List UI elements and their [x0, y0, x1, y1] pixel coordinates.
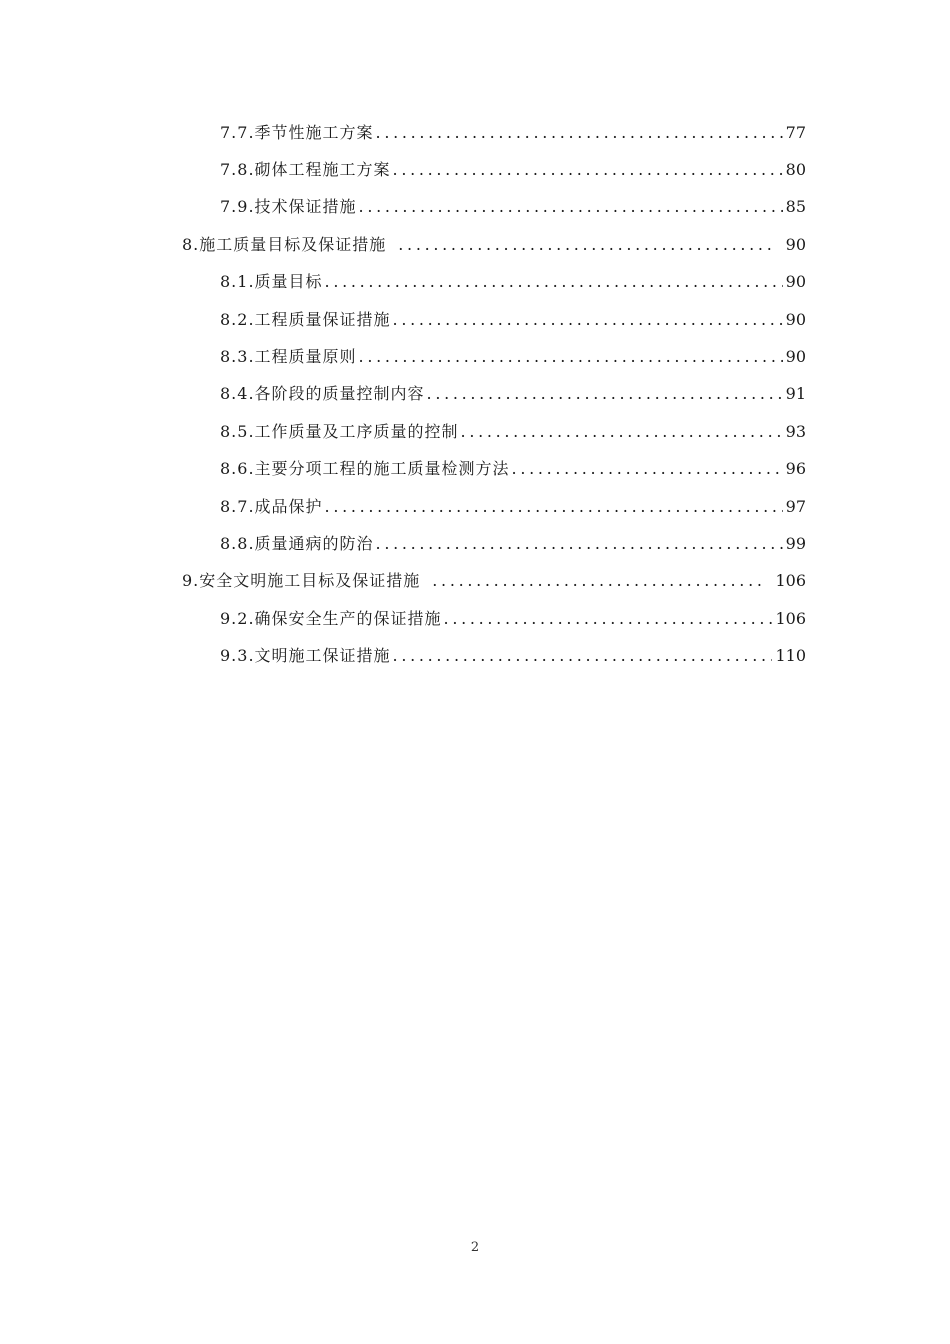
toc-entry-number: 8.1.: [220, 272, 255, 292]
toc-entry[interactable]: [0, 488, 950, 525]
toc-entry-number: 8.6.: [220, 459, 255, 479]
toc-entry-page: 97: [785, 496, 806, 516]
toc-dot-leader: [444, 609, 773, 629]
toc-entry-title: 季节性施工方案: [254, 122, 374, 142]
toc-entry-number: 7.7.: [220, 122, 255, 142]
toc-entry[interactable]: [0, 451, 950, 488]
toc-entry[interactable]: [0, 151, 950, 188]
toc-entry-page: 85: [785, 197, 806, 217]
toc-entry[interactable]: [0, 637, 950, 674]
toc-entry-title: 确保安全生产的保证措施: [254, 608, 442, 628]
toc-dot-leader: [359, 197, 783, 217]
toc-entry-title: 砌体工程施工方案: [254, 160, 391, 180]
toc-entry-page: 96: [785, 459, 806, 479]
toc-dot-leader: [461, 422, 783, 442]
toc-entry[interactable]: [0, 600, 950, 637]
toc-entry[interactable]: [0, 189, 950, 226]
toc-entry-page: 77: [785, 122, 806, 142]
toc-dot-leader: [393, 646, 773, 666]
toc-entry[interactable]: [0, 525, 950, 562]
toc-entry-number: 8.7.: [220, 496, 255, 516]
toc-entry-number: 8.2.: [220, 309, 255, 329]
toc-entry[interactable]: [0, 301, 950, 338]
toc-entry-title: 文明施工保证措施: [254, 646, 391, 666]
toc-entry[interactable]: [0, 376, 950, 413]
toc-entry[interactable]: [0, 413, 950, 450]
toc-entry-number: 8.8.: [220, 533, 255, 553]
toc-entry[interactable]: [0, 226, 950, 263]
toc-entry-title: 主要分项工程的施工质量检测方法: [254, 459, 510, 479]
toc-entry-page: 90: [785, 347, 806, 367]
toc-entry-page: 99: [785, 533, 806, 553]
toc-entry-title: 工程质量保证措施: [254, 309, 391, 329]
toc-entry[interactable]: [0, 114, 950, 151]
toc-entry-number: 8.5.: [220, 421, 255, 441]
table-of-contents: [0, 114, 950, 675]
toc-entry-number: 7.9.: [220, 197, 255, 217]
toc-entry-page: 90: [785, 309, 806, 329]
toc-entry-page: 93: [785, 421, 806, 441]
toc-entry-title: 工作质量及工序质量的控制: [254, 421, 459, 441]
toc-entry-number: 8.4.: [220, 384, 255, 404]
toc-entry-title: 施工质量目标及保证措施: [199, 234, 387, 254]
toc-entry-number: 9.: [182, 571, 200, 591]
toc-dot-leader: [325, 272, 783, 292]
toc-dot-leader: [376, 123, 783, 143]
toc-entry-title: 质量通病的防治: [254, 533, 374, 553]
toc-entry-title: 安全文明施工目标及保证措施: [199, 571, 421, 591]
toc-dot-leader: [427, 384, 783, 404]
toc-entry[interactable]: [0, 264, 950, 301]
toc-dot-leader: [512, 459, 783, 479]
toc-entry-number: 7.8.: [220, 160, 255, 180]
toc-entry-number: 8.: [182, 234, 200, 254]
toc-entry-title: 各阶段的质量控制内容: [254, 384, 425, 404]
page-number: 2: [470, 1240, 480, 1255]
toc-dot-leader: [359, 347, 783, 367]
toc-entry-page: 80: [785, 160, 806, 180]
toc-dot-leader: [376, 534, 783, 554]
toc-entry-page: 110: [775, 646, 806, 666]
toc-dot-leader: [325, 497, 783, 517]
toc-entry-number: 8.3.: [220, 347, 255, 367]
toc-entry-page: 106: [775, 608, 806, 628]
toc-entry-page: 106: [775, 571, 806, 591]
toc-entry[interactable]: [0, 338, 950, 375]
toc-entry-page: 90: [785, 272, 806, 292]
toc-entry-page: 91: [785, 384, 806, 404]
toc-entry-number: 9.2.: [220, 608, 255, 628]
toc-dot-leader: [393, 160, 783, 180]
toc-dot-leader: [432, 571, 765, 591]
toc-dot-leader: [398, 235, 775, 255]
toc-entry-title: 技术保证措施: [254, 197, 357, 217]
toc-entry-number: 9.3.: [220, 646, 255, 666]
toc-entry-title: 成品保护: [254, 496, 323, 516]
toc-dot-leader: [393, 310, 783, 330]
toc-entry-page: 90: [785, 234, 806, 254]
toc-entry-title: 质量目标: [254, 272, 323, 292]
toc-entry-title: 工程质量原则: [254, 347, 357, 367]
toc-entry[interactable]: [0, 563, 950, 600]
